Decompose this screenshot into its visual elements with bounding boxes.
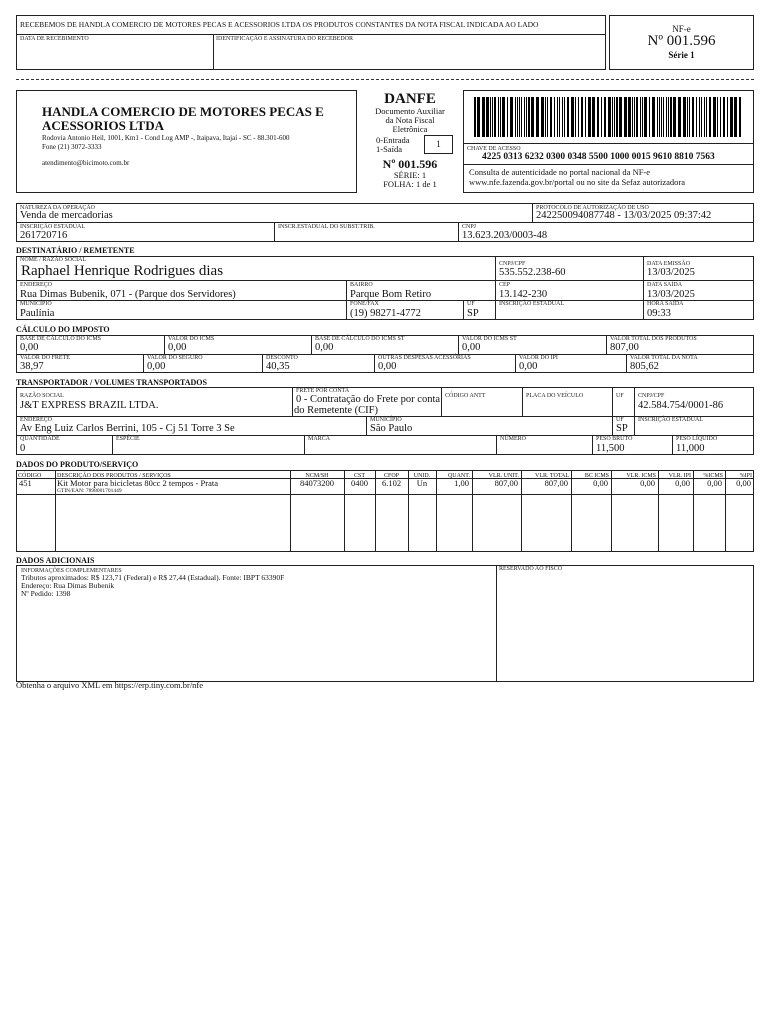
dest-bairro-label: BAIRRO (350, 282, 373, 288)
adicionais-section: DADOS ADICIONAIS (16, 556, 95, 565)
outras-label: OUTRAS DESPESAS ACESSÓRIAS (378, 355, 471, 361)
dest-nome: Raphael Henrique Rodrigues dias (21, 263, 224, 279)
transp-marca-label: MARCA (308, 436, 331, 442)
transp-uf2: SP (616, 423, 628, 434)
canhoto-numero: Nº 001.596 (647, 33, 716, 49)
dest-saida: 13/03/2025 (647, 289, 695, 300)
item-ncm: 84073200 (300, 478, 334, 488)
data-recebimento-label: DATA DE RECEBIMENTO (20, 36, 89, 42)
protocolo-value: 242250094087748 - 13/03/2025 09:37:42 (536, 210, 712, 221)
transp-endereco: Av Eng Luiz Carlos Berrini, 105 - Cj 51 Torre 3 Se (20, 423, 235, 434)
dest-saida-label: DATA SAÍDA (647, 282, 683, 288)
emitente-email: atendimento@bicimoto.com.br (42, 159, 130, 167)
th-descricao: DESCRIÇÃO DOS PRODUTOS / SERVIÇOS (57, 473, 171, 479)
item-cfop: 6.102 (381, 478, 402, 488)
transp-razao: J&T EXPRESS BRAZIL LTDA. (20, 400, 159, 411)
ie-label: INSCRIÇÃO ESTADUAL (20, 224, 86, 230)
th-ncm: NCM/SH (305, 473, 329, 479)
footer-xml[interactable]: Obtenha o arquivo XML em https://erp.tiny.com.br/nfe (16, 680, 204, 690)
transp-antt-label: CÓDIGO ANTT (445, 393, 486, 399)
canhoto-serie: Série 1 (668, 50, 695, 60)
danfe-entrada: 0-Entrada (376, 135, 410, 145)
item-picms: 0,00 (707, 478, 722, 488)
transp-frete-2: do Remetente (CIF) (294, 405, 378, 416)
seguro: 0,00 (147, 361, 166, 372)
dest-municipio: Paulínia (20, 308, 55, 319)
info-line-3: Nº Pedido: 1398 (21, 589, 71, 598)
ipi-label: VALOR DO IPI (519, 355, 558, 361)
dest-cep-label: CEP (499, 282, 511, 288)
item-vtotal: 807,00 (544, 478, 568, 488)
natureza-label: NATUREZA DA OPERAÇÃO (20, 205, 96, 211)
danfe-sub-1: Documento Auxiliar (375, 106, 445, 116)
protocolo-label: PROTOCOLO DE AUTORIZAÇÃO DE USO (536, 205, 649, 211)
emitente-address: Rodovia Antonio Heil, 1001, Km1 - Cond Log AMP -, Itaipava, Itajaí - SC - 88.301-600 (42, 134, 290, 142)
dest-fone: (19) 98271-4772 (350, 308, 421, 319)
th-vtotal: VLR. TOTAL (535, 473, 569, 479)
v-st: 0,00 (462, 342, 481, 353)
ie-value: 261720716 (20, 230, 68, 241)
danfe-numero: Nº 001.596 (382, 157, 438, 171)
dest-cep: 13.142-230 (499, 289, 548, 300)
th-vipi: VLR. IPI (668, 473, 691, 479)
v-icms: 0,00 (168, 342, 187, 353)
chave-consulta-1: Consulta de autenticidade no portal nacional da NF-e (469, 167, 651, 177)
dest-cnpj: 535.552.238-60 (499, 267, 566, 278)
canhoto-text: RECEBEMOS DE HANDLA COMERCIO DE MOTORES PECAS E ACESSORIOS LTDA OS PRODUTOS CONSTANTES DA NOTA FISCAL INDICADA AO LADO (20, 20, 539, 29)
transp-placa-label: PLACA DO VEÍCULO (526, 393, 584, 399)
identificacao-label: IDENTIFICAÇÃO E ASSINATURA DO RECEBEDOR (216, 36, 354, 42)
transp-bruto-label: PESO BRUTO (596, 436, 633, 442)
transp-numero-label: NÚMERO (500, 436, 527, 442)
transp-endereco-label: ENDEREÇO (20, 417, 52, 423)
cut-line (16, 79, 754, 80)
info-label: INFORMAÇÕES COMPLEMENTARES (21, 568, 122, 574)
transp-liquido: 11,000 (676, 443, 705, 454)
v-prod: 807,00 (610, 342, 639, 353)
chave-value: 4225 0313 6232 0300 0348 5500 1000 0015 9610 8810 7563 (482, 152, 715, 162)
bc-icms: 0,00 (20, 342, 39, 353)
item-vipi: 0,00 (675, 478, 690, 488)
dest-endereco: Rua Dimas Bubenik, 071 - (Parque dos Servidores) (20, 289, 236, 300)
transp-liquido-label: PESO LÍQUIDO (676, 436, 718, 442)
danfe-folha: FOLHA: 1 de 1 (383, 179, 437, 189)
transp-bruto: 11,500 (596, 443, 625, 454)
v-st-label: VALOR DO ICMS ST (462, 336, 517, 342)
danfe-title: DANFE (384, 91, 436, 107)
ie-st-label: INSCR.ESTADUAL DO SUBST.TRIB. (278, 224, 375, 230)
item-unid: Un (416, 478, 428, 488)
transp-ie-label: INSCRIÇÃO ESTADUAL (638, 417, 704, 423)
dest-emissao: 13/03/2025 (647, 267, 695, 278)
th-pipi: %IPI (739, 473, 752, 479)
imposto-section: CÁLCULO DO IMPOSTO (16, 325, 110, 334)
total: 805,62 (630, 361, 659, 372)
emitente-name-2: ACESSORIOS LTDA (42, 118, 164, 133)
barcode (474, 97, 744, 137)
canhoto-nfe-label: NF-e (672, 24, 691, 34)
dest-municipio-label: MUNICÍPIO (20, 301, 52, 307)
danfe-tipo: 1 (436, 139, 441, 149)
th-vunit: VLR. UNIT. (488, 473, 519, 479)
item-bcicms: 0,00 (593, 478, 608, 488)
th-cst: CST (353, 473, 365, 479)
emitente-phone: Fone (21) 3072-3333 (42, 143, 102, 151)
seguro-label: VALOR DO SEGURO (147, 355, 203, 361)
transp-cnpj-label: CNPJ/CPF (638, 393, 665, 399)
item-descricao: Kit Motor para bicicletas 80cc 2 tempos - Prata (57, 478, 218, 488)
info-line-2: Endereço: Rua Dimas Bubenik (21, 581, 115, 590)
th-codigo: CÓDIGO (18, 473, 42, 479)
produtos-section: DADOS DO PRODUTO/SERVIÇO (16, 460, 139, 469)
transp-municipio-label: MUNICÍPIO (370, 417, 402, 423)
transp-especie-label: ESPÉCIE (116, 436, 140, 442)
bc-icms-label: BASE DE CÁLCULO DO ICMS (20, 336, 102, 342)
item-cst: 0400 (351, 478, 368, 488)
dest-ie-label: INSCRIÇÃO ESTADUAL (499, 301, 565, 307)
danfe-saida: 1-Saída (376, 144, 402, 154)
th-quant: QUANT. (447, 473, 470, 479)
item-pipi: 0,00 (736, 478, 751, 488)
danfe-sub-2: da Nota Fiscal (385, 115, 435, 125)
fisco-label: RESERVADO AO FISCO (499, 566, 563, 572)
transp-qtd: 0 (20, 443, 26, 454)
outras: 0,00 (378, 361, 397, 372)
transp-frete-label: FRETE POR CONTA (296, 388, 350, 394)
dest-fone-label: FONE/FAX (350, 301, 379, 307)
chave-label: CHAVE DE ACESSO (467, 146, 521, 152)
th-bcicms: BC ICMS (584, 473, 609, 479)
dest-hora: 09:33 (647, 308, 671, 319)
dest-uf-label: UF (467, 301, 475, 307)
emitente-name-1: HANDLA COMERCIO DE MOTORES PECAS E (42, 104, 324, 119)
adicionais-box (16, 565, 754, 682)
transp-razao-label: RAZÃO SOCIAL (20, 393, 64, 399)
transportador-section: TRANSPORTADOR / VOLUMES TRANSPORTADOS (16, 378, 207, 387)
v-prod-label: VALOR TOTAL DOS PRODUTOS (610, 336, 697, 342)
bc-st: 0,00 (315, 342, 334, 353)
natureza-value: Venda de mercadorias (20, 210, 113, 221)
info-line-1: Tributos aproximados: R$ 123,71 (Federal) e R$ 27,44 (Estadual). Fonte: IBPT 63390F (21, 573, 285, 582)
danfe-sub-3: Eletrônica (392, 124, 428, 134)
cnpj-value: 13.623.203/0003-48 (462, 230, 548, 241)
transp-cnpj: 42.584.754/0001-86 (638, 400, 724, 411)
th-cfop: CFOP (383, 473, 399, 479)
ipi: 0,00 (519, 361, 538, 372)
dest-hora-label: HORA SAÍDA (647, 301, 684, 307)
desconto-label: DESCONTO (266, 355, 298, 361)
frete: 38,97 (20, 361, 44, 372)
dest-endereco-label: ENDEREÇO (20, 282, 52, 288)
chave-consulta-2: www.nfe.fazenda.gov.br/portal ou no site da Sefaz autorizadora (469, 177, 686, 187)
dest-uf: SP (467, 308, 479, 319)
transp-qtd-label: QUANTIDADE (20, 436, 60, 442)
item-vicms: 0,00 (640, 478, 655, 488)
danfe-serie: SÉRIE: 1 (393, 170, 427, 180)
desconto: 40,35 (266, 361, 290, 372)
item-gtin: GTIN/EAN: 7898001701449 (57, 488, 122, 494)
destinatario-section: DESTINATÁRIO / REMETENTE (16, 246, 135, 255)
item-vunit: 807,00 (494, 478, 518, 488)
dest-nome-label: NOME / RAZÃO SOCIAL (20, 257, 87, 263)
item-codigo: 451 (19, 478, 32, 488)
dest-cnpj-label: CNPJ/CPF (499, 261, 526, 267)
dest-bairro: Parque Bom Retiro (350, 289, 432, 300)
transp-uf-label: UF (616, 393, 624, 399)
transp-municipio: São Paulo (370, 423, 413, 434)
frete-label: VALOR DO FRETE (20, 355, 70, 361)
bc-st-label: BASE DE CÁLCULO DO ICMS ST (315, 336, 405, 342)
th-vicms: VLR. ICMS (626, 473, 656, 479)
transp-uf2-label: UF (616, 417, 624, 423)
th-unid: UNID. (413, 473, 431, 479)
total-label: VALOR TOTAL DA NOTA (630, 355, 698, 361)
v-icms-label: VALOR DO ICMS (168, 336, 215, 342)
cnpj-label: CNPJ (462, 224, 477, 230)
dest-emissao-label: DATA EMISSÃO (647, 261, 691, 267)
th-picms: %ICMS (703, 473, 723, 479)
transp-frete-1: 0 - Contratação do Frete por conta (296, 394, 441, 405)
item-quant: 1,00 (454, 478, 469, 488)
